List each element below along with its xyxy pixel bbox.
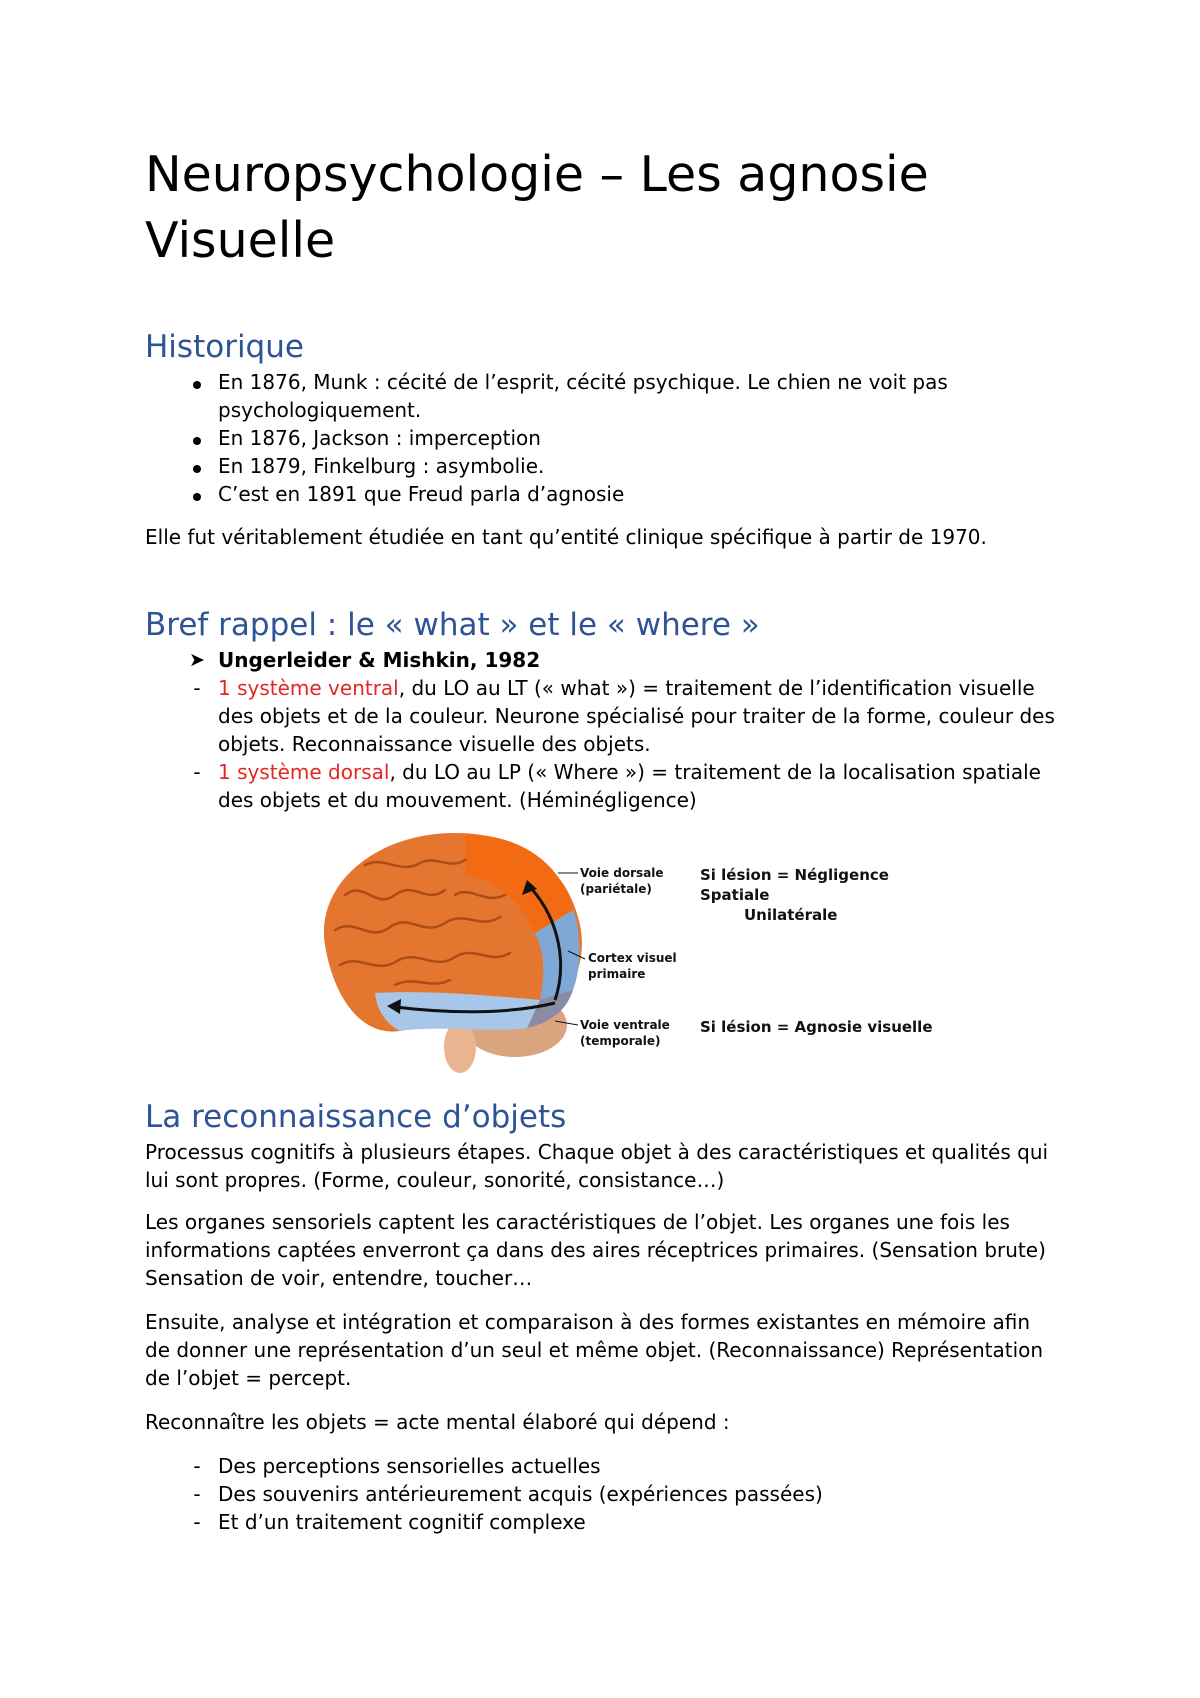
dash-bullet-icon: - [193, 676, 201, 700]
historique-paragraph: Elle fut véritablement étudiée en tant qu’entité clinique spécifique à partir de 1970. [145, 525, 987, 549]
dash-bullet-icon: - [193, 1454, 201, 1478]
reconnaissance-paragraph-4: Reconnaître les objets = acte mental élaboré qui dépend : [145, 1410, 730, 1434]
list-item: - Des souvenirs antérieurement acquis (expériences passées) [145, 1480, 1060, 1508]
note-lesion-ventrale: Si lésion = Agnosie visuelle [700, 1018, 933, 1036]
list-item-authors: ➤ Ungerleider & Mishkin, 1982 [145, 646, 1060, 674]
heading-historique: Historique [145, 329, 304, 365]
bullet-icon [187, 480, 207, 508]
historique-list [145, 368, 1060, 508]
list-item: En 1876, Jackson : imperception [145, 424, 1060, 452]
label-voie-dorsale: Voie dorsale (pariétale) [580, 866, 664, 896]
list-item: En 1879, Finkelburg : asymbolie. [145, 452, 1060, 480]
list-item-dorsal: - 1 système dorsal, du LO au LP (« Where ») = traitement de la localisation spatiale des objets et du mouvement. (Héminégligence) [145, 758, 1060, 814]
label-voie-ventrale: Voie ventrale (temporale) [580, 1018, 670, 1048]
reconnaissance-paragraph-3: Ensuite, analyse et intégration et comparaison à des formes existantes en mémoire afin de donner une représentation d’un seul et même objet. (Reconnaissance) Représentation de l’objet = percept. [145, 1310, 1044, 1390]
dash-bullet-icon: - [193, 1482, 201, 1506]
note-lesion-dorsale: Si lésion = Négligence Spatiale Unilatérale [700, 866, 889, 924]
dash-bullet-icon: - [193, 1510, 201, 1534]
list-item: C’est en 1891 que Freud parla d’agnosie [145, 480, 1060, 508]
list-item-ventral: - 1 système ventral, du LO au LT (« what ») = traitement de l’identification visuelle des objets et de la couleur. Neurone spécialisé pour traiter de la forme, couleur des objets. Reconnaissance visuelle des objets. [145, 674, 1060, 758]
heading-rappel: Bref rappel : le « what » et le « where » [145, 607, 760, 643]
reconnaissance-paragraph-2: Les organes sensoriels captent les caractéristiques de l’objet. Les organes une fois les informations captées enverront ça dans des aires réceptrices primaires. (Sensation brute) Sensation de voir, entendre, toucher… [145, 1210, 1046, 1290]
bullet-icon [187, 452, 207, 480]
dash-bullet-icon: - [193, 760, 201, 784]
reconnaissance-paragraph-1: Processus cognitifs à plusieurs étapes. Chaque objet à des caractéristiques et qualités qui lui sont propres. (Forme, couleur, sonorité, consistance…) [145, 1140, 1049, 1192]
leader-lines [160, 825, 950, 1075]
dorsal-highlight: 1 système dorsal [218, 760, 390, 784]
label-cortex-visuel: Cortex visuel primaire [588, 951, 677, 981]
ventral-highlight: 1 système ventral [218, 676, 399, 700]
document-title: Neuropsychologie – Les agnosie Visuelle [145, 146, 929, 269]
brain-figure [160, 825, 950, 1075]
list-item: - Et d’un traitement cognitif complexe [145, 1508, 1060, 1536]
list-item: En 1876, Munk : cécité de l’esprit, cécité psychique. Le chien ne voit pas psychologiquement. [145, 368, 1060, 424]
bullet-icon [187, 368, 207, 396]
list-item: - Des perceptions sensorielles actuelles [145, 1452, 1060, 1480]
rappel-list [145, 646, 1060, 814]
reconnaissance-list [145, 1452, 1060, 1536]
arrow-bullet-icon: ➤ [189, 649, 205, 671]
bullet-icon [187, 424, 207, 452]
heading-reconnaissance: La reconnaissance d’objets [145, 1099, 567, 1135]
